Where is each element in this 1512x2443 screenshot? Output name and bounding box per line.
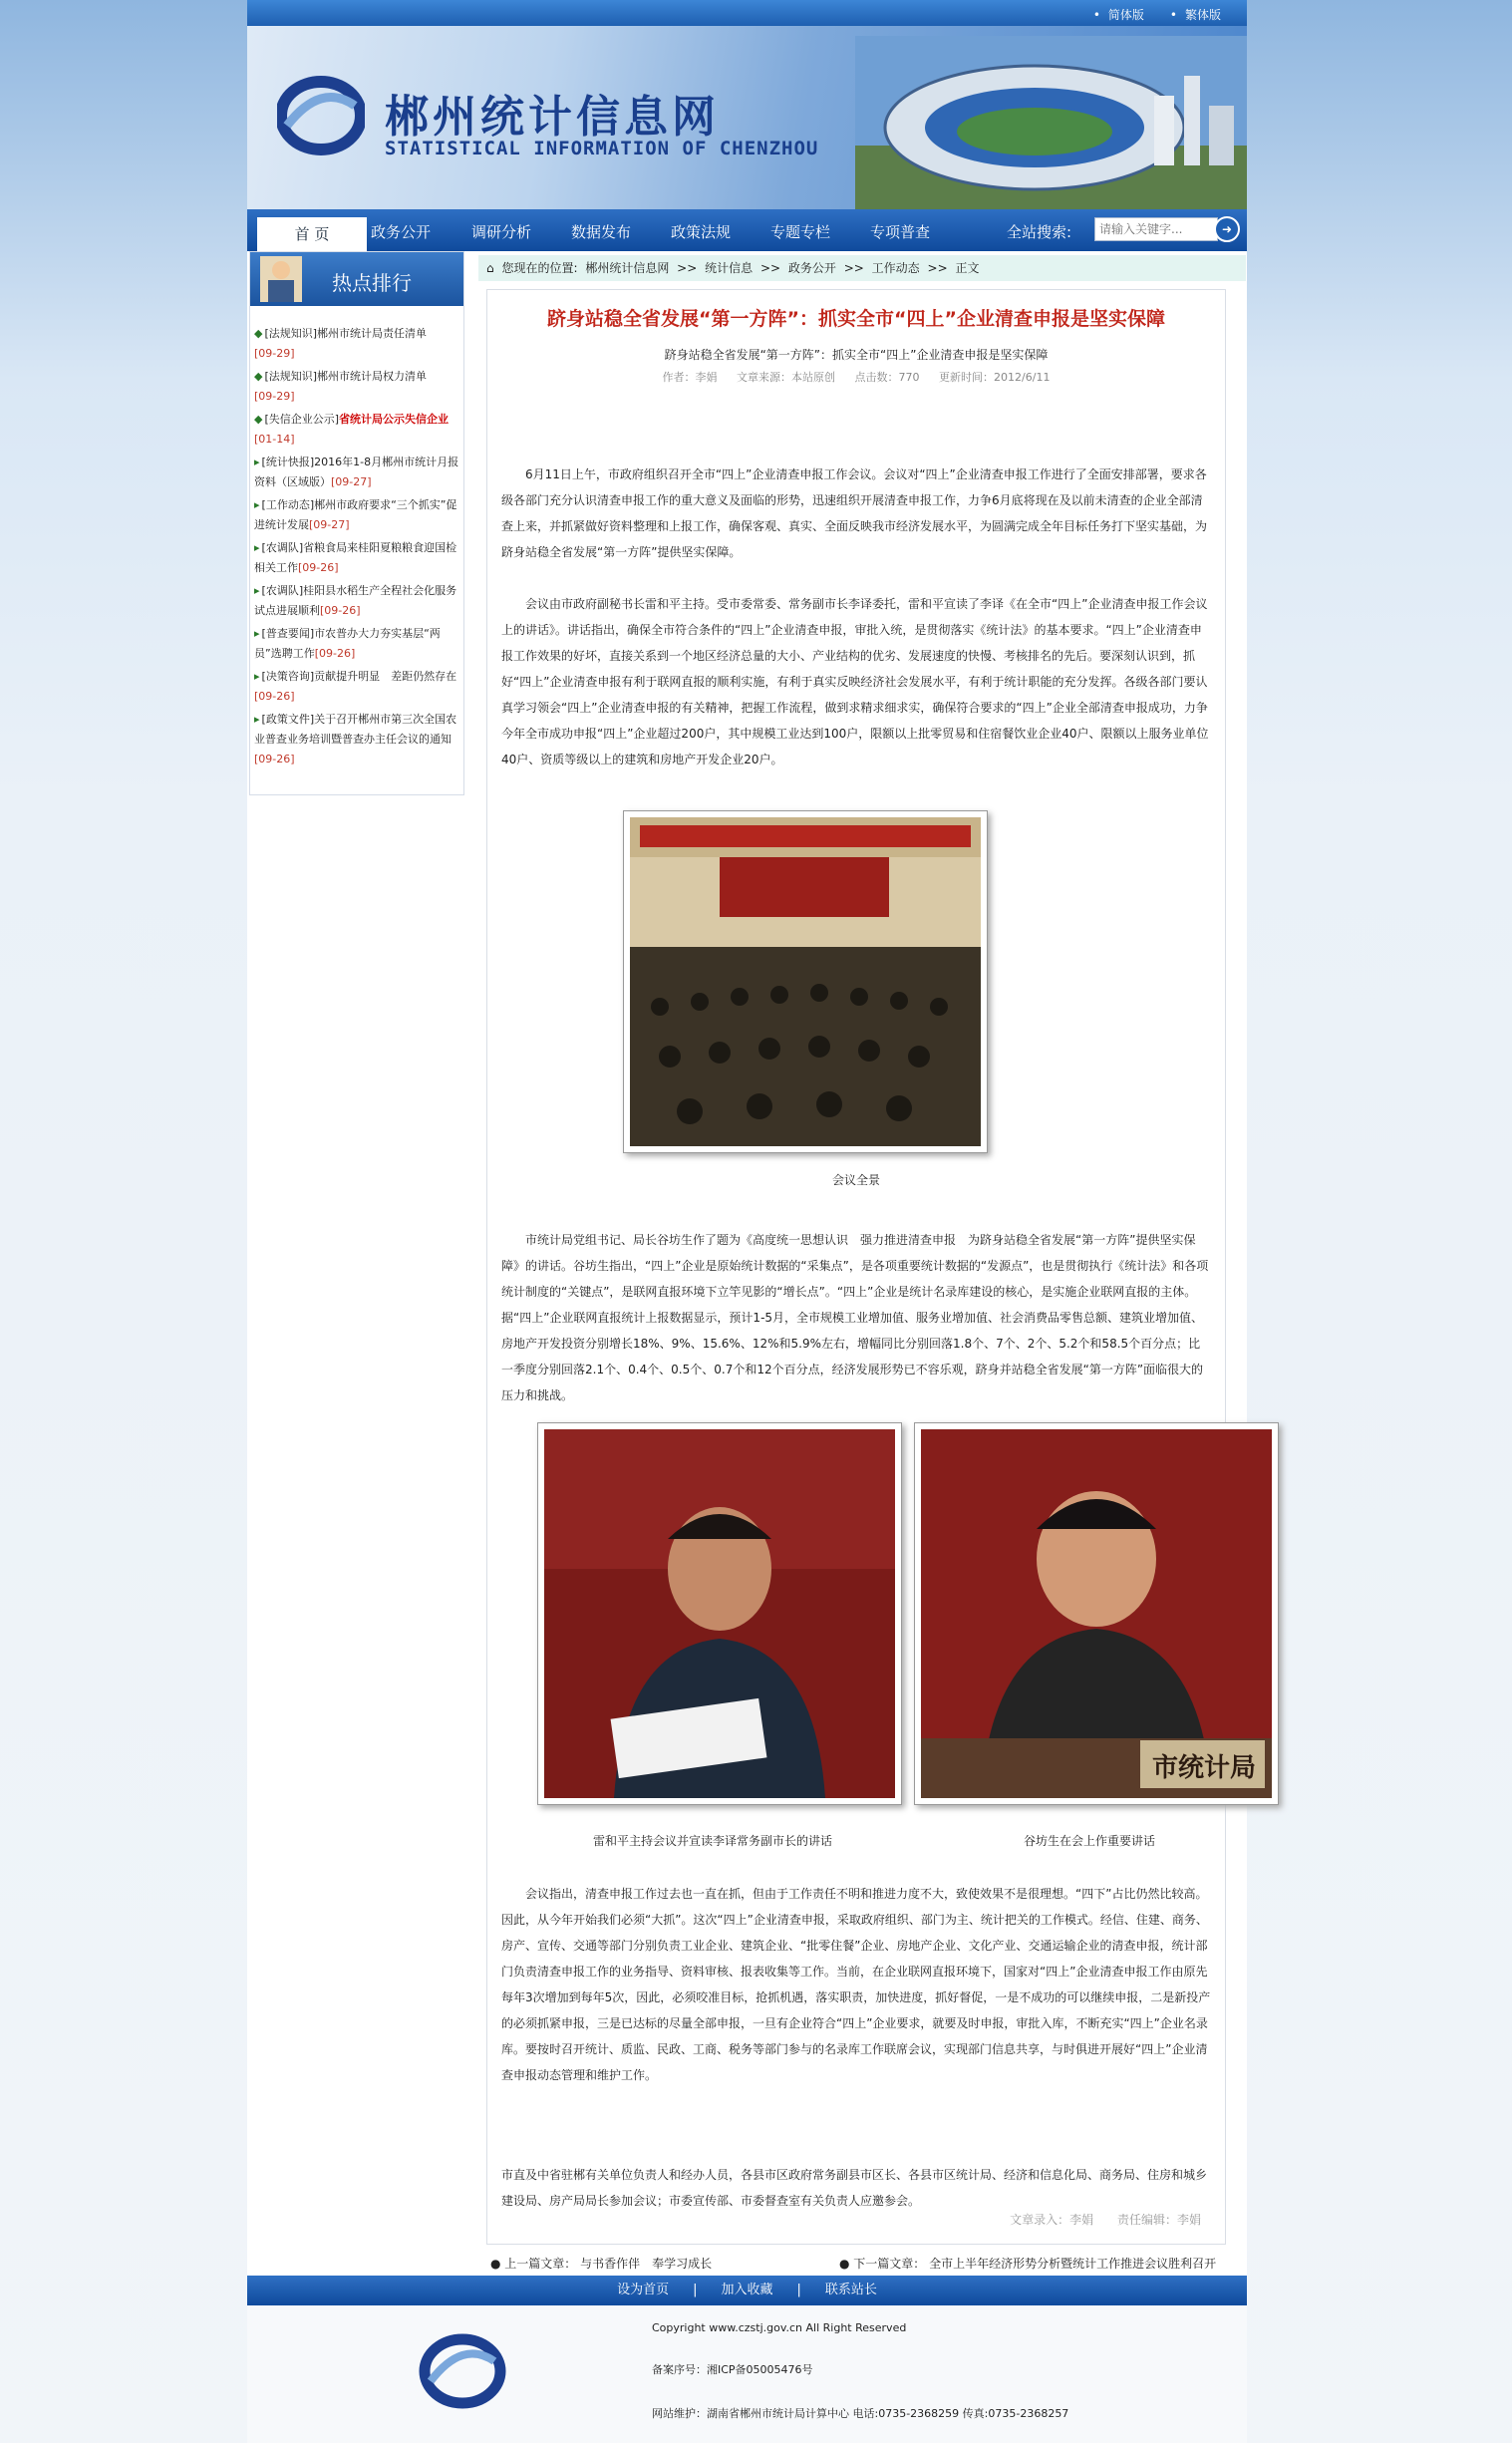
traditional-link[interactable]: • 繁体版 bbox=[1170, 6, 1221, 23]
hot-item[interactable]: ◆ [法规知识]郴州市统计局权力清单 [09-29] bbox=[254, 370, 428, 403]
breadcrumb-work-news[interactable]: 工作动态 bbox=[871, 261, 920, 275]
reader-avatar-icon bbox=[260, 256, 302, 302]
search-button[interactable] bbox=[1214, 216, 1240, 242]
bullet-icon: ▸ bbox=[254, 498, 260, 511]
nav-policy[interactable]: 政策法规 bbox=[671, 223, 732, 241]
site-subtitle: STATISTICAL INFORMATION OF CHENZHOU bbox=[385, 138, 819, 159]
bullet-icon: ◆ bbox=[254, 413, 263, 426]
bullet-icon: ▸ bbox=[254, 584, 260, 597]
sign-label: 市统计局 bbox=[1151, 1753, 1256, 1783]
photo-caption: 雷和平主持会议并宣读李译常务副市长的讲话 bbox=[592, 1834, 832, 1848]
hot-item[interactable]: ◆ [法规知识]郴州市统计局责任清单 [09-29] bbox=[254, 327, 428, 360]
top-bar bbox=[247, 0, 1247, 26]
article-paragraph: 6月11日上午，市政府组织召开全市“四上”企业清查申报工作会议。会议对“四上”企业清查申报工作进行了全面安排部署，要求各级各部门充分认识清查申报工作的重大意义及面临的形势，迅速组织开展清查申报工作，力争6月底将现在及以前未清查的企业全部清查上来，并抓紧做好资料整理和上报工作，确保客观、真实、全面反映我市经济发展水平，为圆满完成全年目标任务打下坚实基础，为跻身站稳全省发展“第一方阵”提供坚实保障。 bbox=[501, 467, 1208, 559]
article-paragraph: 市直及中省驻郴有关单位负责人和经办人员，各县市区政府常务副县市区长、各县市区统计局、经济和信息化局、商务局、住房和城乡建设局、房产局局长参加会议；市委宣传部、市委督查室有关负责人应邀参会。 bbox=[501, 2168, 1208, 2208]
hot-list bbox=[250, 306, 463, 769]
nav-special-topics[interactable]: 专题专栏 bbox=[770, 223, 831, 241]
set-homepage-link[interactable]: 设为首页 bbox=[617, 2283, 670, 2297]
breadcrumb-sep: >> bbox=[677, 261, 698, 275]
simplified-link[interactable]: • 简体版 bbox=[1093, 6, 1144, 23]
meta-clicks: 点击数：770 bbox=[854, 371, 920, 384]
meeting-photo bbox=[623, 810, 988, 1153]
host-photo-image bbox=[544, 1429, 895, 1798]
article-footer bbox=[990, 2211, 1201, 2228]
meta-author: 作者：李娟 bbox=[662, 371, 718, 384]
breadcrumb-gov-affairs[interactable]: 政务公开 bbox=[787, 261, 836, 275]
bullet-icon: ◆ bbox=[254, 327, 263, 340]
bullet-icon: ▸ bbox=[254, 670, 260, 683]
photo-caption: 谷坊生在会上作重要讲话 bbox=[1023, 1834, 1155, 1848]
breadcrumb-label: 您现在的位置: bbox=[501, 261, 578, 275]
footer-editor: 责任编辑：李娟 bbox=[1116, 2213, 1201, 2227]
meta-source: 文章来源：本站原创 bbox=[737, 371, 836, 384]
footer-logo-icon bbox=[419, 2327, 506, 2415]
prev-article[interactable]: ● 上一篇文章： 与书香作伴 奉学习成长 bbox=[490, 2257, 713, 2271]
breadcrumb-sep: >> bbox=[843, 261, 864, 275]
article bbox=[486, 289, 1256, 2245]
nav-gov-affairs[interactable]: 政务公开 bbox=[371, 223, 432, 241]
breadcrumb-stat-info[interactable]: 统计信息 bbox=[705, 261, 754, 275]
footer-entry: 文章录入：李娟 bbox=[1010, 2213, 1094, 2227]
nav-research[interactable]: 调研分析 bbox=[471, 223, 532, 241]
article-paragraph: 会议指出，清查申报工作过去也一直在抓，但由于工作责任不明和推进力度不大，致使效果不是很理想。“四下”占比仍然比较高。因此，从今年开始我们必须“大抓”。这次“四上”企业清查申报，采取政府组织、部门为主、统计把关的工作模式。经信、住建、商务、房产、宣传、交通等部门分别负责工业企业、建筑企业、“批零住餐”企业、房地产企业、文化产业、交通运输企业的清查申报，统计部门负责清查申报工作的业务指导、资料审核、报表收集等工作。当前，在企业联网直报环境下，国家对“四上”企业清查申报工作由原先每年3次增加到每年5次，因此，必须咬准目标，抢抓机遇，落实职责，加快进度，抓好督促，一是不成功的可以继续申报，二是新投产的必须抓紧申报，三是已达标的尽量全部申报，一旦有企业符合“四上”企业要求，就要及时申报，审批入库，不断充实“四上”企业名录库。要按时召开统计、质监、民政、工商、税务等部门参与的名录库工作联席会议，实现部门信息共享，与时俱进开展好“四上”企业清查申报动态管理和维护工作。 bbox=[501, 1887, 1211, 2082]
maintainer: 网站维护：湖南省郴州市统计局计算中心 电话:0735-2368259 传真:0735-2368257 bbox=[652, 2407, 1069, 2420]
hot-item[interactable]: ▸ [农调队]省粮食局来桂阳夏粮粮食迎国检相关工作[09-26] bbox=[254, 541, 457, 574]
nav-census[interactable]: 专项普查 bbox=[870, 223, 931, 241]
article-title: 跻身站稳全省发展“第一方阵”：抓实全市“四上”企业清查申报是坚实保障 bbox=[547, 308, 1165, 330]
hot-item[interactable]: ▸ [工作动态]郴州市政府要求“三个抓实”促进统计发展[09-27] bbox=[254, 498, 457, 531]
footer-sep: | bbox=[796, 2283, 801, 2297]
next-article[interactable]: ● 下一篇文章： 全市上半年经济形势分析暨统计工作推进会议胜利召开 bbox=[839, 2257, 1217, 2271]
site-logo-icon bbox=[277, 72, 365, 159]
speaker-photo-1 bbox=[537, 1422, 902, 1805]
footer-sep: | bbox=[693, 2283, 698, 2297]
copyright: Copyright www.czstj.gov.cn All Right Reserved bbox=[652, 2321, 907, 2334]
breadcrumb-sep: >> bbox=[759, 261, 781, 275]
hot-item[interactable]: ▸ [决策咨询]贡献提升明显 差距仍然存在[09-26] bbox=[254, 670, 457, 703]
search-input[interactable] bbox=[1094, 217, 1218, 241]
bullet-icon: ▸ bbox=[254, 627, 260, 640]
breadcrumb bbox=[478, 255, 1246, 281]
icp-number: 备案序号：湘ICP备05005476号 bbox=[652, 2363, 813, 2376]
bullet-icon: ◆ bbox=[254, 370, 263, 383]
article-subtitle: 跻身站稳全省发展“第一方阵”：抓实全市“四上”企业清查申报是坚实保障 bbox=[664, 348, 1049, 362]
hot-item[interactable]: ▸ [农调队]桂阳县水稻生产全程社会化服务试点进展顺利[09-26] bbox=[254, 584, 457, 617]
breadcrumb-sep: >> bbox=[927, 261, 948, 275]
hot-item[interactable]: ◆ [失信企业公示]省统计局公示失信企业[01-14] bbox=[254, 413, 450, 446]
breadcrumb-current: 正文 bbox=[955, 261, 980, 275]
director-photo-image bbox=[921, 1429, 1272, 1798]
bullet-icon: ▸ bbox=[254, 541, 260, 554]
meta-updated: 更新时间：2012/6/11 bbox=[939, 371, 1051, 384]
main-nav bbox=[247, 209, 1247, 251]
footer bbox=[247, 2305, 1247, 2443]
add-favorite-link[interactable]: 加入收藏 bbox=[721, 2283, 773, 2297]
hot-item[interactable]: ▸ [普查要闻]市农普办大力夯实基层“两员”选聘工作[09-26] bbox=[254, 627, 441, 660]
article-meta bbox=[487, 369, 1225, 385]
banner bbox=[247, 26, 1247, 209]
page-wrapper bbox=[247, 0, 1256, 2443]
nav-home[interactable]: 首 页 bbox=[257, 217, 367, 251]
hot-item[interactable]: ▸ [统计快报]2016年1-8月郴州市统计月报资料（区域版）[09-27] bbox=[254, 456, 459, 488]
search-icon: ➜ bbox=[1221, 222, 1233, 236]
bullet-icon: ▸ bbox=[254, 713, 260, 726]
bullet-icon: ▸ bbox=[254, 456, 260, 468]
search-label: 全站搜索: bbox=[1007, 223, 1072, 241]
meeting-hall-image bbox=[630, 817, 981, 1146]
breadcrumb-site[interactable]: 郴州统计信息网 bbox=[585, 261, 670, 275]
article-paragraph: 市统计局党组书记、局长谷坊生作了题为《高度统一思想认识 强力推进清查申报 为跻身站稳全省发展“第一方阵”提供坚实保障》的讲话。谷坊生指出，“四上”企业是原始统计数据的“采集点”，是各项重要统计数据的“发源点”，也是贯彻执行《统计法》和各项统计制度的“关键点”，是联网直报环境下立竿见影的“增长点”。“四上”企业是统计名录库建设的核心，是实施企业联网直报的主体。据“四上”企业联网直报统计上报数据显示，预计1-5月，全市规模工业增加值、服务业增加值、社会消费品零售总额、建筑业增加值、房地产开发投资分别增长18%、9%、15.6%、12%和5.9%左右，增幅同比分别回落1.8个、7个、2个、5.2个和58.5个百分点；比一季度分别回落2.1个、0.4个、0.5个、0.7个和12个百分点，经济发展形势已不容乐观，跻身并站稳全省发展“第一方阵”面临很大的压力和挑战。 bbox=[501, 1233, 1209, 1402]
home-icon: ⌂ bbox=[486, 261, 494, 275]
sidebar-header bbox=[250, 252, 463, 306]
site-title: 郴州统计信息网 bbox=[385, 92, 720, 143]
speaker-photo-2 bbox=[914, 1422, 1279, 1805]
article-paragraph: 会议由市政府副秘书长雷和平主持。受市委常委、常务副市长李译委托，雷和平宣读了李译《在全市“四上”企业清查申报工作会议上的讲话》。讲话指出，确保全市符合条件的“四上”企业清查申报，审批入统，是贯彻落实《统计法》的基本要求。“四上”企业清查申报工作效果的好坏，直接关系到一个地区经济总量的大小、产业结构的优劣、发展速度的快慢、考核排名的先后。要深刻认识到，抓好“四上”企业清查申报有利于联网直报的顺利实施，有利于真实反映经济社会发展水平，有利于统计职能的充分发挥。各级各部门要认真学习领会“四上”企业清查申报的有关精神，把握工作流程，做到求精求细求实，确保符合要求的“四上”企业全部清查申报成功，力争今年全市成功申报“四上”企业超过200户，其中规模工业达到100户，限额以上批零贸易和住宿餐饮业企业40户、限额以上服务业单位40户、资质等级以上的建筑和房地产开发企业20户。 bbox=[501, 597, 1209, 766]
hot-item[interactable]: ▸ [政策文件]关于召开郴州市第三次全国农业普查业务培训暨普查办主任会议的通知[09-26] bbox=[254, 713, 457, 765]
contact-link[interactable]: 联系站长 bbox=[824, 2283, 877, 2297]
hot-ranking-sidebar bbox=[249, 251, 464, 795]
photo-caption: 会议全景 bbox=[831, 1173, 880, 1187]
sidebar-title: 热点排行 bbox=[332, 271, 412, 295]
footer-bar bbox=[247, 2276, 1247, 2305]
nav-data-release[interactable]: 数据发布 bbox=[571, 223, 632, 241]
stadium-image bbox=[855, 36, 1247, 209]
